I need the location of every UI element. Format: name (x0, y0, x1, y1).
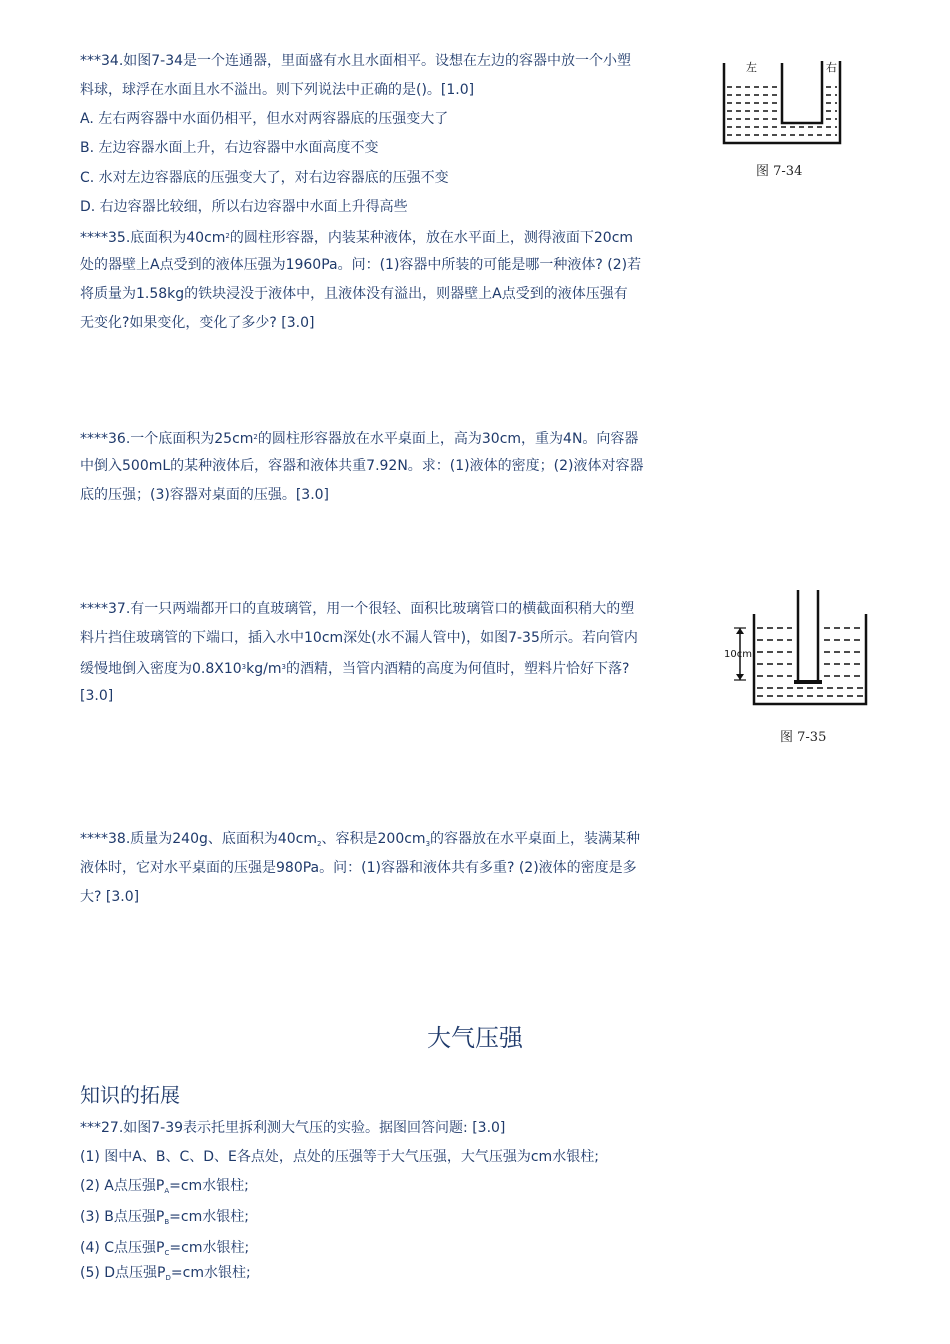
q27-line-3: (2) A点压强$P_A=cm$水银柱; (80, 1178, 249, 1195)
q27-line-6: (5) D点压强$P_D=cm$水银柱; (80, 1265, 251, 1282)
q35-line-4: 无变化?如果变化，变化了多少? [3.0] (80, 315, 315, 331)
q27-line-4: (3) B点压强$P_B=cm$水银柱; (80, 1209, 249, 1226)
figure-7-34-connected-vessel (718, 55, 848, 150)
q37-line-1: ****37.有一只两端都开口的直玻璃管，用一个很轻、面积比玻璃管口的横截面积稍大的塑 (80, 601, 635, 617)
figure-7-35-caption: 图 7-35 (780, 730, 827, 745)
q36-line-1: ****36.一个底面积为$25cm^2$的圆柱形容器放在水平桌面上，高为30cm，重为4N。向容器 (80, 431, 639, 447)
q37-line-4: [3.0] (80, 688, 114, 704)
q27-line-1: ***27.如图7-39表示托里拆利测大气压的实验。据图回答问题: [3.0] (80, 1120, 506, 1136)
q37-line-2: 料片挡住玻璃管的下端口，插入水中10cm深处(水不漏人管中)，如图7-35所示。若向管内 (80, 630, 638, 646)
q36-line-3: 底的压强；(3)容器对桌面的压强。[3.0] (80, 487, 330, 503)
figure-7-35-glass-tube (722, 588, 872, 710)
fig-34-left-label: 左 (746, 61, 757, 74)
q34-option-d: D. 右边容器比较细，所以右边容器中水面上升得高些 (80, 199, 408, 215)
q35-line-3: 将质量为1.58kg的铁块浸没于液体中，且液体没有溢出，则器壁上A点受到的液体压强有 (80, 286, 628, 302)
q34-line-2: 料球，球浮在水面且水不溢出。则下列说法中正确的是()。[1.0] (80, 82, 475, 98)
q38-line-2: 液体时，它对水平桌面的压强是980Pa。问：(1)容器和液体共有多重? (2)液体的密度是多 (80, 860, 637, 876)
q34-option-b: B. 左边容器水面上升，右边容器中水面高度不变 (80, 140, 379, 156)
q36-line-2: 中倒入500mL的某种液体后，容器和液体共重7.92N。求：(1)液体的密度；(2)液体对容器 (80, 458, 644, 474)
q38-line-1: ****38.质量为240g、底面积为$40cm_2$、容积是$200cm_3$的容器放在水平桌面上，装满某种 (80, 831, 641, 848)
q35-line-1: ****35.底面积为$40cm^2$的圆柱形容器，内装某种液体，放在水平面上，测得液面下20cm (80, 230, 634, 246)
q27-line-2: (1) 图中A、B、C、D、E各点处，点处的压强等于大气压强，大气压强为cm水银柱; (80, 1149, 599, 1165)
q34-option-c: C. 水对左边容器底的压强变大了，对右边容器底的压强不变 (80, 170, 449, 186)
q34-option-a: A. 左右两容器中水面仍相平，但水对两容器底的压强变大了 (80, 111, 449, 127)
fig-34-right-label: 右 (826, 61, 837, 74)
q37-line-3: 缓慢地倒入密度为$0.8X10^3kg/m^3$的酒精，当管内酒精的高度为何值时，塑料片恰好下落? (80, 661, 630, 677)
q35-line-2: 处的器壁上A点受到的液体压强为1960Pa。问：(1)容器中所装的可能是哪一种液体? (2)若 (80, 257, 642, 273)
fig-35-depth-label: 10cm (724, 649, 752, 660)
section-title: 大气压强 (427, 1024, 523, 1052)
q38-line-3: 大? [3.0] (80, 889, 140, 905)
q34-line-1: ***34.如图7-34是一个连通器，里面盛有水且水面相平。设想在左边的容器中放一个小塑 (80, 53, 632, 69)
section-heading: 知识的拓展 (80, 1083, 180, 1107)
figure-7-34-caption: 图 7-34 (756, 164, 803, 179)
q27-line-5: (4) C点压强$P_C=cm$水银柱; (80, 1240, 250, 1257)
